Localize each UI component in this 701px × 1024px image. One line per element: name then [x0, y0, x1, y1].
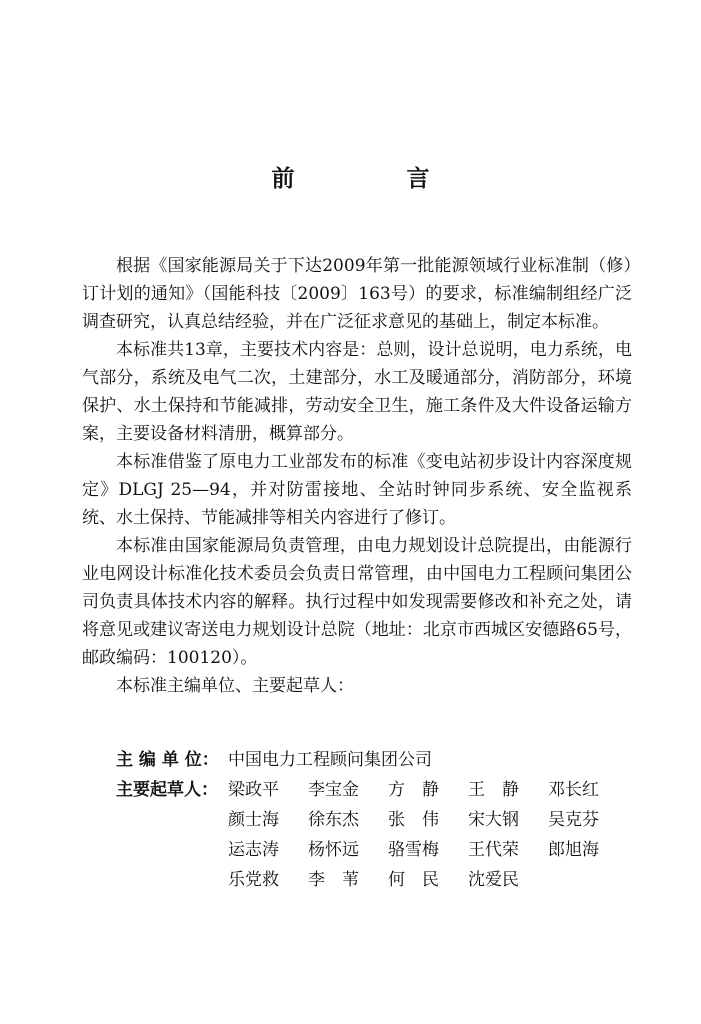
drafter-name: 徐东杰 [308, 810, 359, 830]
preface-body [82, 252, 632, 700]
drafters-row-1 [116, 775, 628, 805]
drafters-row-2 [116, 805, 628, 835]
drafters-label: 主要起草人： [116, 780, 218, 800]
paragraph-management: 本标准由国家能源局负责管理，由电力规划设计总院提出，由能源行业电网设计标准化技术委员会负责日常管理，由中国电力工程顾问集团公司负责具体技术内容的解释。执行过程中如发现需要修改和补充之处，请将意见或建议寄送电力规划设计总院（地址：北京市西城区安德路65号，邮政编码：100120）。 [82, 536, 632, 668]
drafter-name: 骆雪梅 [388, 840, 439, 860]
page-title: 前 言 [271, 166, 482, 192]
drafter-name: 方 静 [388, 780, 439, 800]
paragraph-drafters-intro: 本标准主编单位、主要起草人： [116, 676, 354, 696]
drafter-name: 吴克芬 [548, 810, 599, 830]
drafter-name: 杨怀远 [308, 840, 359, 860]
chief-editor-value: 中国电力工程顾问集团公司 [228, 750, 432, 770]
drafter-name: 邓长红 [548, 780, 599, 800]
drafter-name: 李宝金 [308, 780, 359, 800]
drafter-name: 何 民 [388, 870, 439, 890]
drafters-row-4 [116, 865, 628, 895]
paragraph-contents: 本标准共13章，主要技术内容是：总则，设计总说明，电力系统，电气部分，系统及电气二次，土建部分，水工及暖通部分，消防部分，环境保护、水土保持和节能减排，劳动安全卫生，施工条件及大件设备运输方案，主要设备材料清册，概算部分。 [82, 340, 632, 444]
drafting-info [116, 745, 628, 895]
chief-editor-row [116, 745, 628, 775]
drafter-name: 颜士海 [228, 810, 279, 830]
drafter-name: 梁政平 [228, 780, 279, 800]
drafter-name: 宋大钢 [468, 810, 519, 830]
paragraph-basis: 根据《国家能源局关于下达2009年第一批能源领域行业标准制（修）订计划的通知》（国能科技〔2009〕163号）的要求，标准编制组经广泛调查研究，认真总结经验，并在广泛征求意见的基础上，制定本标准。 [82, 256, 632, 332]
drafter-name: 沈爱民 [468, 870, 519, 890]
chief-editor-label: 主 编 单 位： [116, 750, 219, 770]
drafter-name: 李 苇 [308, 870, 359, 890]
drafter-name: 乐党救 [228, 870, 279, 890]
paragraph-reference: 本标准借鉴了原电力工业部发布的标准《变电站初步设计内容深度规定》DLGJ 25—94，并对防雷接地、全站时钟同步系统、安全监视系统、水土保持、节能减排等相关内容进行了修订。 [82, 452, 632, 528]
drafter-name: 运志涛 [228, 840, 279, 860]
drafter-name: 郎旭海 [548, 840, 599, 860]
drafters-row-3 [116, 835, 628, 865]
drafter-name: 张 伟 [388, 810, 439, 830]
drafter-name: 王代荣 [468, 840, 519, 860]
drafter-name: 王 静 [468, 780, 519, 800]
